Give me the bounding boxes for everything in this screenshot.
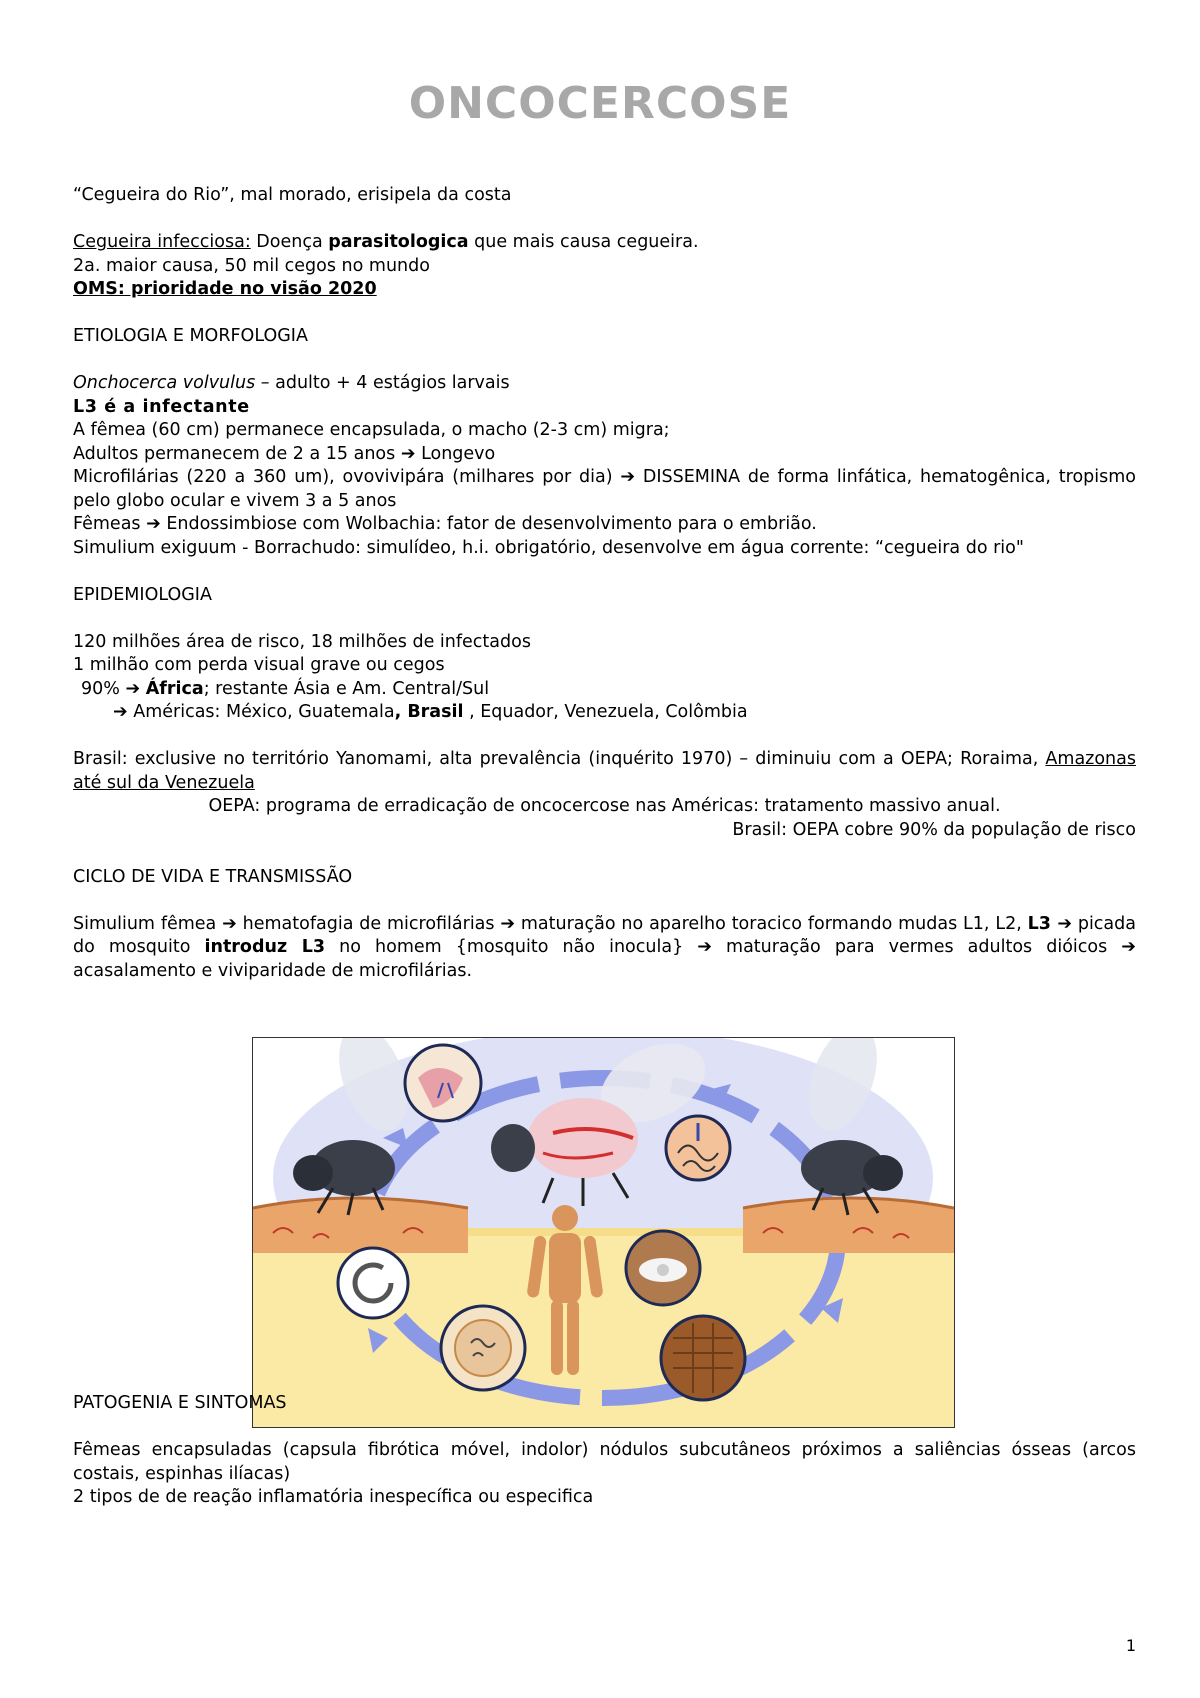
skin-right-icon bbox=[743, 1198, 954, 1253]
oepa-program-line: OEPA: programa de erradicação de oncocercose nas Américas: tratamento massivo anual. bbox=[208, 796, 1001, 816]
africa-pre: 90% bbox=[81, 678, 126, 699]
arrow-icon: ➔ bbox=[1121, 937, 1136, 957]
arrow-icon: ➔ bbox=[500, 913, 516, 934]
adultos-post: Longevo bbox=[415, 443, 496, 464]
arrow-icon: ➔ bbox=[146, 514, 161, 534]
patogenia-tipos-line: 2 tipos de de reação inflamatória inespecífica ou especifica bbox=[73, 1487, 594, 1507]
ciclo-bold: introduz L3 bbox=[204, 937, 326, 957]
ciclo-text: maturação para vermes adultos dióicos bbox=[711, 937, 1122, 957]
worm-ring-zoom-icon bbox=[338, 1248, 408, 1318]
patogenia-nodulos-paragraph: Fêmeas encapsuladas (capsula fibrótica móvel, indolor) nódulos subcutâneos próximos a saliências ósseas (arcos costais, espinhas ilíacas) bbox=[73, 1440, 1136, 1484]
microfilarias-paragraph bbox=[73, 466, 1136, 513]
brasil-paragraph bbox=[73, 748, 1136, 795]
microfilariae-skin-zoom-icon bbox=[666, 1116, 730, 1180]
adultos-line bbox=[73, 443, 1136, 467]
section-patogenia: PATOGENIA E SINTOMAS bbox=[73, 1393, 287, 1413]
americas-post: , Equador, Venezuela, Colômbia bbox=[463, 702, 748, 722]
species-line bbox=[73, 372, 1136, 396]
eye-zoom-icon bbox=[626, 1231, 700, 1305]
page-title: ONCOCERCOSE bbox=[408, 78, 792, 129]
document-body-continued bbox=[73, 1392, 1136, 1510]
epi-milhao-line: 1 milhão com perda visual grave ou cegos bbox=[73, 655, 445, 675]
mouthparts-zoom-icon bbox=[405, 1045, 481, 1121]
femeas-line bbox=[73, 513, 1136, 537]
page-number: 1 bbox=[1125, 1636, 1136, 1655]
arrow-icon: ➔ bbox=[400, 443, 416, 464]
arrow-icon: ➔ bbox=[113, 702, 128, 722]
ciclo-bold: L3 bbox=[1027, 913, 1051, 934]
nodule-zoom-icon bbox=[441, 1306, 525, 1390]
microfilarias-post: DISSEMINA de forma linfática, hematogênica, tropismo pelo globo ocular e vivem 3 a 5 anos bbox=[73, 467, 1136, 511]
species-rest: – adulto + 4 estágios larvais bbox=[255, 373, 510, 393]
oepa-brasil-line: Brasil: OEPA cobre 90% da população de risco bbox=[732, 819, 1136, 840]
skin-left-icon bbox=[253, 1198, 468, 1253]
africa-line bbox=[73, 678, 1136, 702]
skin-lesion-zoom-icon bbox=[661, 1316, 745, 1400]
simulium-paragraph: Simulium exiguum - Borrachudo: simulídeo, h.i. obrigatório, desenvolve em água corrente: “cegueira do rio" bbox=[73, 537, 1024, 558]
ciclo-paragraph bbox=[73, 913, 1136, 984]
femeas-post: Endossimbiose com Wolbachia: fator de desenvolvimento para o embrião. bbox=[160, 514, 817, 534]
section-etiologia: ETIOLOGIA E MORFOLOGIA bbox=[73, 326, 308, 346]
ciclo-text: Simulium fêmea bbox=[73, 913, 223, 934]
americas-line bbox=[73, 701, 1136, 725]
americas-pre: Américas: México, Guatemala bbox=[127, 702, 395, 722]
life-cycle-illustration bbox=[253, 1038, 954, 1427]
femeas-pre: Fêmeas bbox=[73, 514, 147, 534]
americas-bold: , Brasil bbox=[394, 702, 464, 722]
arrow-icon: ➔ bbox=[697, 937, 712, 957]
document-body bbox=[73, 184, 1136, 983]
aliases-line: “Cegueira do Rio”, mal morado, erisipela da costa bbox=[73, 185, 512, 205]
brasil-underline: Amazonas até sul da Venezuela bbox=[73, 749, 1136, 793]
arrow-icon: ➔ bbox=[1050, 913, 1072, 934]
arrow-icon: ➔ bbox=[125, 678, 141, 699]
microfilarias-pre: Microfilárias (220 a 360 um), ovovivipára (milhares por dia) bbox=[73, 467, 621, 487]
adultos-pre: Adultos permanecem de 2 a 15 anos bbox=[73, 443, 401, 464]
blindness-bold: parasitologica bbox=[328, 232, 469, 252]
africa-post: ; restante Ásia e Am. Central/Sul bbox=[203, 678, 490, 699]
oms-line: OMS: prioridade no visão 2020 bbox=[73, 279, 377, 299]
femea-line: A fêmea (60 cm) permanece encapsulada, o macho (2-3 cm) migra; bbox=[73, 420, 670, 440]
ciclo-text: acasalamento e viviparidade de microfilárias. bbox=[73, 960, 473, 981]
ciclo-text: no homem {mosquito não inocula} bbox=[325, 937, 698, 957]
africa-bold: África bbox=[145, 678, 204, 699]
epi-risk-line: 120 milhões área de risco, 18 milhões de infectados bbox=[73, 631, 531, 652]
blindness-post: que mais causa cegueira. bbox=[468, 232, 699, 252]
blindness-pre: Doença bbox=[250, 232, 329, 252]
second-cause-line: 2a. maior causa, 50 mil cegos no mundo bbox=[73, 255, 430, 276]
species-name: Onchocerca volvulus bbox=[73, 373, 256, 393]
section-ciclo: CICLO DE VIDA E TRANSMISSÃO bbox=[73, 866, 353, 887]
life-cycle-figure bbox=[252, 1037, 955, 1428]
arrow-icon: ➔ bbox=[620, 467, 636, 487]
ciclo-text: maturação no aparelho toracico formando mudas L1, L2, bbox=[515, 913, 1028, 934]
arrow-icon: ➔ bbox=[222, 913, 237, 934]
section-epidemiologia: EPIDEMIOLOGIA bbox=[73, 584, 212, 605]
blindness-line bbox=[73, 231, 1136, 255]
brasil-pre: Brasil: exclusive no território Yanomami, alta prevalência (inquérito 1970) – diminuiu com a OEPA; Roraima, bbox=[73, 749, 1046, 769]
infectante-line: L3 é a infectante bbox=[73, 396, 250, 417]
ciclo-text: picada do mosquito bbox=[73, 913, 1136, 957]
ciclo-text: hematofagia de microfilárias bbox=[236, 913, 501, 934]
blindness-label: Cegueira infecciosa: bbox=[73, 232, 251, 252]
